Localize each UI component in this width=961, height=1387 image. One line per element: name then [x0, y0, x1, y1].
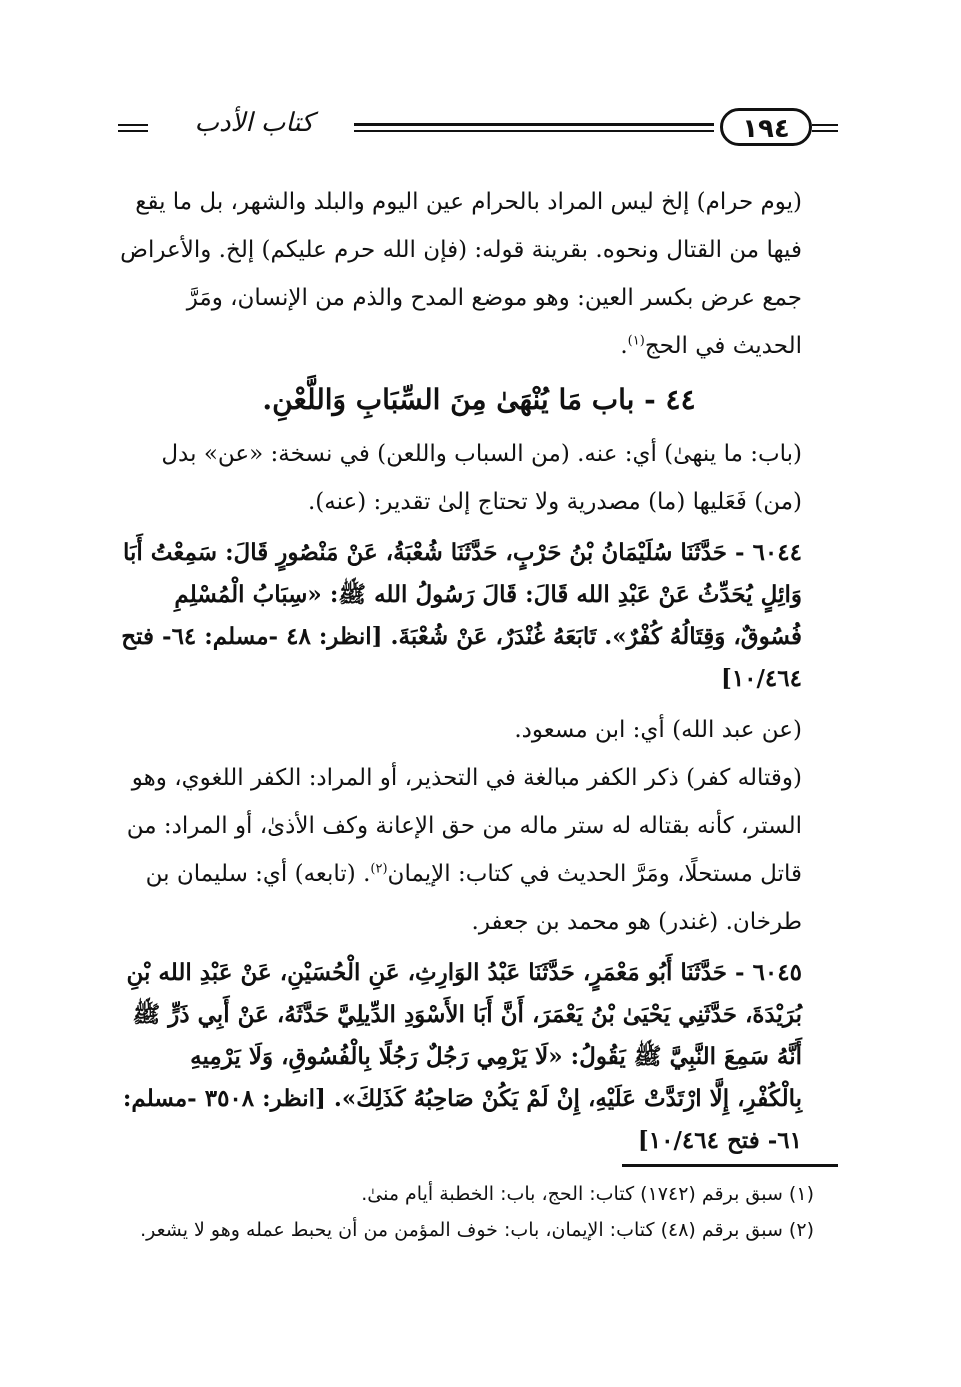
chapter-heading: ٤٤ - باب مَا يُنْهَىٰ مِنَ السِّبَابِ وَاللَّعْنِ.: [262, 383, 696, 416]
footnote-2: (٢) سبق برقم (٤٨) كتاب: الإيمان، باب: خوف المؤمن من أن يحبط عمله وهو لا يشعر.: [140, 1219, 814, 1241]
footnote-divider: [622, 1164, 838, 1167]
commentary-text: (وقتاله كفر) ذكر الكفر مبالغة في التحذير، أو المراد: الكفر اللغوي، وهو الستر، كأنه بقتاله له ستر ماله من حق الإعانة وكف الأذىٰ، أو المراد: من قاتل مستحلًا، ومَرَّ الحديث في كتاب: الإيمان: [126, 765, 802, 887]
footnotes: [118, 1176, 840, 1248]
commentary-paragraph: [118, 178, 840, 370]
header-rule: [354, 122, 714, 134]
page-header: [118, 108, 838, 158]
commentary-text: . (تابعه) أي: سليمان بن طرخان. (غندر) هو محمد بن جعفر.: [145, 861, 802, 935]
commentary-text: (يوم حرام) إلخ ليس المراد بالحرام عين اليوم والبلد والشهر، بل ما يقع فيها من القتال ونحوه. بقرينة قوله: (فإن الله حرم عليكم) إلخ. والأعراض جمع عرض بكسر العين: وهو موضع المدح والذم من الإنسان، ومَرَّ الحديث في الحج: [120, 189, 802, 359]
page-body: [118, 178, 840, 1162]
hadith-6045: ٦٠٤٥ - حَدَّثَنَا أَبُو مَعْمَرٍ، حَدَّثَنَا عَبْدُ الوَارِثِ، عَنِ الْحُسَيْنِ، عَنْ عَبْدِ الله بْنِ بُرَيْدَةَ، حَدَّثَنِي يَحْيَىٰ بْنُ يَعْمَرَ، أَنَّ أَبَا الأَسْوَدِ الدِّيلِيَّ حَدَّثَهُ، عَنْ أَبِي ذَرٍّ ﷺ أَنَّهُ سَمِعَ النَّبِيَّ ﷺ يَقُولُ: «لَا يَرْمِي رَجُلٌ رَجُلًا بِالْفُسُوقِ، وَلَا يَرْمِيهِ بِالْكُفْرِ، إِلَّا ارْتَدَّتْ عَلَيْهِ، إِنْ لَمْ يَكُنْ صَاحِبُهُ كَذَلِكَ». [انظر: ٣٥٠٨ -مسلم: ٦١- فتح ١٠/٤٦٤]: [122, 959, 802, 1154]
header-ornament-left: [118, 122, 148, 134]
header-ornament-right: [812, 124, 838, 132]
commentary-6044-a: (عن عبد الله) أي: ابن مسعود.: [514, 717, 802, 743]
chapter-commentary: (باب: ما ينهىٰ) أي: عنه. (من السباب واللعن) في نسخة: «عن» بدل (من) فَعَليها (ما) مصدرية ولا تحتاج إلىٰ تقدير: (عنه).: [161, 441, 802, 515]
commentary-6044-b: [118, 754, 840, 946]
footnote-ref[interactable]: (١): [627, 333, 645, 349]
book-title: كتاب الأدب: [194, 108, 314, 138]
commentary-end: .: [620, 333, 628, 359]
footnote-ref[interactable]: (٢): [370, 861, 388, 877]
hadith-6044: ٦٠٤٤ - حَدَّثَنَا سُلَيْمَانُ بْنُ حَرْبٍ، حَدَّثَنَا شُعْبَةُ، عَنْ مَنْصُورٍ قَالَ: سَمِعْتُ أَبَا وَائِلٍ يُحَدِّثُ عَنْ عَبْدِ الله قَالَ: قَالَ رَسُولُ الله ﷺ: «سِبَابُ الْمُسْلِمِ فُسُوقٌ، وَقِتَالُهُ كُفْرٌ». تَابَعَهُ غُنْدَرٌ، عَنْ شُعْبَةَ. [انظر: ٤٨ -مسلم: ٦٤- فتح ١٠/٤٦٤]: [121, 539, 802, 692]
footnote-1: (١) سبق برقم (١٧٤٢) كتاب: الحج، باب: الخطبة أيام منىٰ.: [361, 1183, 814, 1205]
page-number: ١٩٤: [720, 108, 812, 146]
